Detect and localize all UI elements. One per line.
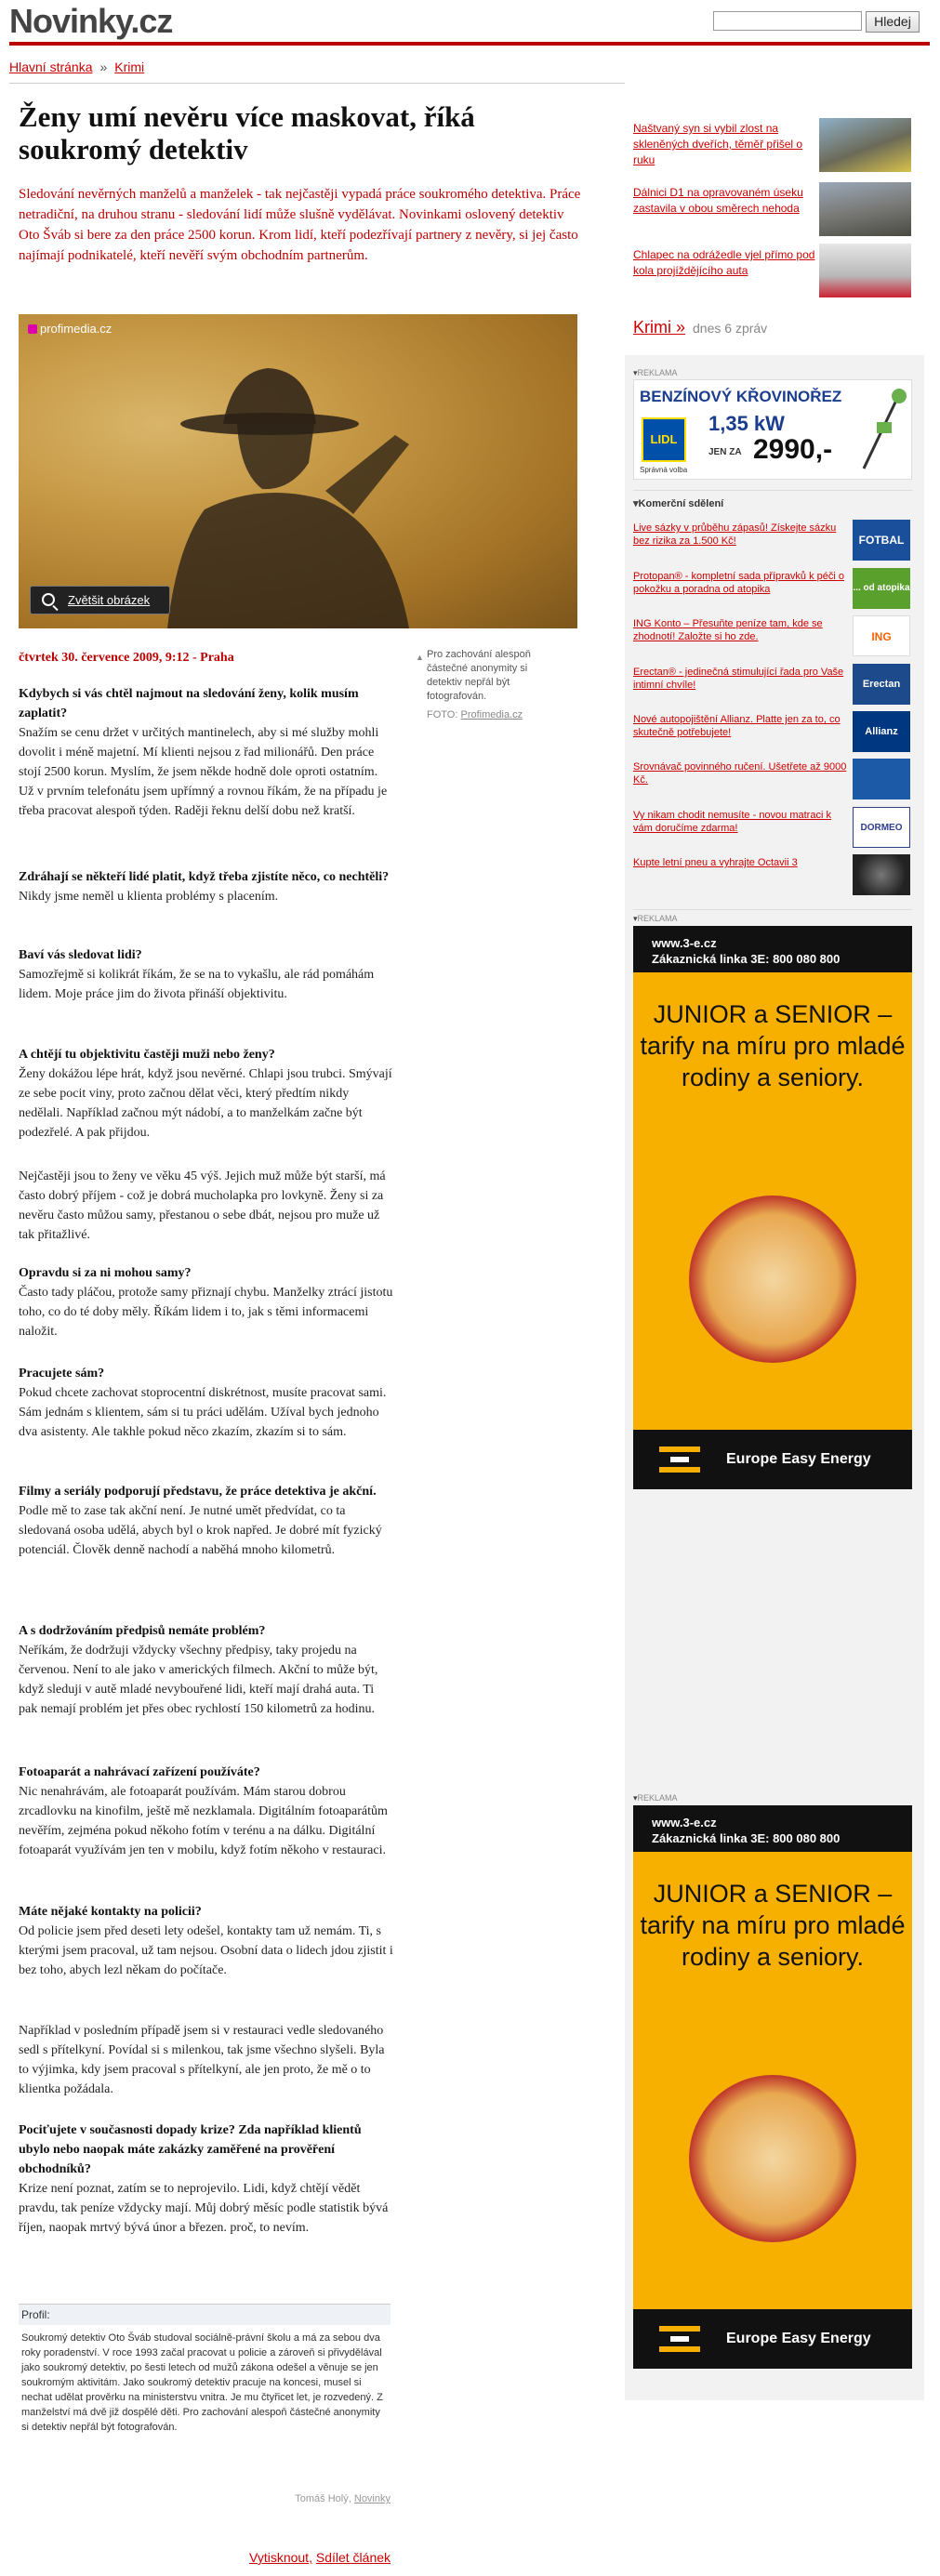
- sidebar-divider: [633, 490, 912, 491]
- caption-credit-link[interactable]: Profimedia.cz: [460, 709, 523, 720]
- trimmer-icon: [853, 385, 908, 473]
- banner-footer: Europe Easy Energy: [633, 1430, 912, 1489]
- krimi-section: [633, 318, 767, 337]
- news-thumbnail[interactable]: [819, 182, 911, 236]
- commercial-item[interactable]: Vy nikam chodit nemusíte - novou matraci k vám doručíme zdarma!: [633, 810, 831, 834]
- commercial-logo[interactable]: DORMEO: [853, 807, 910, 848]
- commercial-item[interactable]: Protopan® - kompletní sada přípravků k péči o pokožku a poradna od atopika: [633, 571, 844, 595]
- 3e-logo-icon: [659, 2326, 700, 2352]
- banner-header: www.3-e.cz Zákaznická linka 3E: 800 080 800: [633, 1805, 912, 1852]
- profile-text: Soukromý detektiv Oto Šváb studoval sociálně-právní školu a má za sebou dva roky poradenství. V roce 1993 začal pracovat u policie a zároveň si přivydělával jako soukromý detektiv, po šesti letech od mužů zákona odešel a věnuje se jen soukromým aktivitám. Jako soukromý detektiv pracuje na koncesi, musel si nechat udělat prověrku na ministerstvu vnitra. Je mu čtyřicet let, je rozvedený. Z manželství má dvě již dospělé děti. Pro zachování alespoň částečné anonymity si detektiv nepřál být fotografován.: [21, 2332, 383, 2433]
- 3e-logo-icon: [659, 1447, 700, 1473]
- krimi-link[interactable]: Krimi »: [633, 318, 686, 337]
- news-thumbnail[interactable]: [819, 118, 911, 172]
- lidl-slogan: Správná volba: [640, 466, 688, 474]
- qa-block-1: Kdybych si vás chtěl najmout na sledování ženy, kolik musím zaplatit? Snažím se cenu držet v určitých mantinelech, aby si mé služby mohli dovolit i méně majetní. Mí klienti nejsou z řad milionářů. Den práce stojí 2500 korun. Myslím, že jsem někde hodně dole oproti ostatním. Už v prvním telefonátu jsem upřímný a rovnou říkám, že na případu je třeba pracovat alespoň týden. Raději řeknu delší dobu než kratší.: [19, 687, 388, 818]
- tire-logo[interactable]: [853, 854, 910, 895]
- search-input[interactable]: [713, 11, 862, 31]
- article-photo[interactable]: [19, 314, 577, 628]
- search-button[interactable]: Hledej: [866, 11, 920, 33]
- commercial-item[interactable]: Nové autopojištění Allianz. Platte jen za to, co skutečně potřebujete!: [633, 714, 841, 738]
- site-logo[interactable]: Novinky.cz: [9, 2, 173, 40]
- lidl-ad[interactable]: [633, 379, 912, 480]
- commercial-item[interactable]: Erectan® - jedinečná stimulující řada pro Vaše intimní chvíle!: [633, 667, 844, 691]
- article-lead: Sledování nevěrných manželů a manželek - tak nejčastěji vypadá práce soukromého detektiva. Práce netradiční, na druhou stranu - sledování lidí může slušně vydělávat. Novinkami oslovený detektiv Oto Šváb si bere za den práce 2500 korun. Krom lidí, kteří podezřívají partnery z nevěry, si jej často najímají podnikatelé, kteří nevěří svým obchodním partnerům.: [19, 187, 581, 263]
- breadcrumb-divider: [9, 83, 625, 84]
- zoom-image-button[interactable]: Zvětšit obrázek: [30, 586, 170, 614]
- ad-title: BENZÍNOVÝ KŘOVINOŘEZ: [640, 388, 842, 405]
- profile-title: Profil:: [19, 2305, 391, 2325]
- breadcrumb-section[interactable]: Krimi: [114, 59, 145, 74]
- commercial-logo[interactable]: Erectan: [853, 664, 910, 705]
- banner-header: www.3-e.cz Zákaznická linka 3E: 800 080 800: [633, 926, 912, 972]
- article-date: čtvrtek 30. července 2009, 9:12 - Praha: [19, 651, 234, 665]
- family-photo: [689, 1196, 856, 1363]
- qa-block-8: Filmy a seriály podporují představu, že práce detektiva je akční. Podle mě to zase tak akční není. Je nutné umět předvídat, co ta sledovaná osoba udělá, abych byl o krok napřed. Je dobré mít fyzický potenciál. Člověk denně nachodí a naběhá mnoho kilometrů.: [19, 1485, 382, 1557]
- energy-banner[interactable]: [633, 926, 912, 1489]
- author-source-link[interactable]: Novinky: [353, 2493, 391, 2504]
- sidebar-news-item[interactable]: Chlapec na odrážedle vjel přímo pod kola projíždějícího auta: [633, 248, 815, 277]
- ad-label: ▾ REKLAMA: [633, 1793, 678, 1803]
- profimedia-icon: [28, 324, 37, 334]
- article-title: Ženy umí nevěru více maskovat, říká soukromý detektiv: [19, 100, 475, 165]
- qa-block-10: Fotoaparát a nahrávací zařízení používáte? Nic nenahrávám, ale fotoaparát používám. Mám starou dobrou zrcadlovku na kinofilm, ještě mě nezklamala. Digitálním fotoaparátům nevěřím, zejména pokud někoho fotím v terénu a na dálku. Digitální fotoaparát využívám jen ten v mobilu, když fotím někoho v restauraci.: [19, 1765, 388, 1857]
- qa-block-12: Například v posledním případě jsem si v restauraci vedle sledovaného sedl s přítelkyní. Povídal si s milenkou, tak jsme všechno slyšeli. Byla to výjimka, kdy jsem pracoval s přítelkyní, ale jen proto, že mě o to klientka požádala.: [19, 2024, 385, 2096]
- krimi-count: dnes 6 zpráv: [693, 321, 768, 336]
- sidebar-news-item[interactable]: Naštvaný syn si vybil zlost na skleněných dveřích, těměř přišel o ruku: [633, 122, 803, 166]
- commercial-item[interactable]: Live sázky v průběhu zápasů! Získejte sázku bez rizika za 1.500 Kč!: [633, 522, 837, 547]
- commercial-logo[interactable]: Allianz: [853, 711, 910, 752]
- lidl-logo: LIDL: [642, 417, 686, 462]
- commercial-item[interactable]: Kupte letní pneu a vyhrajte Octavii 3: [633, 857, 798, 868]
- detective-silhouette: [19, 314, 577, 628]
- header-divider: [9, 42, 930, 46]
- qa-block-6: Opravdu si za ni mohou samy? Často tady pláčou, protože samy přiznají chybu. Manželky ztrácí jistotu toho, co do té doby měly. Říkám lidem i to, jak s těmi informacemi naložit.: [19, 1266, 393, 1339]
- commercial-item[interactable]: Srovnávač povinného ručení. Ušetřete až 9000 Kč.: [633, 761, 847, 786]
- magnifier-icon: [42, 593, 55, 606]
- commercial-title: ▾ Komerční sdělení: [633, 497, 723, 509]
- breadcrumb-home[interactable]: Hlavní stránka: [9, 59, 93, 74]
- commercial-item[interactable]: ING Konto – Přesuňte peníze tam, kde se zhodnotí! Založte si ho zde.: [633, 618, 823, 642]
- news-thumbnail[interactable]: [819, 244, 911, 297]
- car-insurance-logo[interactable]: [853, 759, 910, 799]
- qa-block-5: Nejčastěji jsou to ženy ve věku 45 výš. Jejich muž může být starší, má často dobrý příjem - což je dobrá mucholapka pro lovkyně. Ženy si za nevěru často můžou samy, přestanou o sebe dbát, nejsou pro muže už tak přitažlivé.: [19, 1169, 386, 1242]
- banner-headline: JUNIOR a SENIOR – tarify na míru pro mladé rodiny a seniory.: [640, 1000, 906, 1091]
- ad-label: ▾ REKLAMA: [633, 368, 678, 378]
- qa-block-2: Zdráhají se někteří lidé platit, když třeba zjistíte něco, co nechtěli? Nikdy jsme neměl u klienta problémy s placením.: [19, 870, 390, 904]
- qa-block-11: Máte nějaké kontakty na policii? Od policie jsem před deseti lety odešel, kontakty tam už nemám. Ti, s kterými jsem pracoval, už tam nejsou. Osobní data o lidech jdou zjistit i bez toho, abych lezl někam do počítače.: [19, 1905, 393, 1977]
- breadcrumb: [9, 59, 144, 74]
- sidebar-news-item[interactable]: Dálnici D1 na opravovaném úseku zastavila v obou směrech nehoda: [633, 186, 803, 215]
- photo-caption: [416, 648, 555, 722]
- article-actions: [249, 2550, 391, 2565]
- qa-block-13: Pociťujete v současnosti dopady krize? Zda například klientů ubylo nebo naopak máte zakázky zaměřené na prověření obchodníků? Krize není poznat, zatím se to neprojevilo. Lidi, když chtějí vědět pravdu, tak peníze vždycky mají. Můj dobrý měsíc podle statistik bývá říjen, naopak mrtvý bývá únor a březen. proč, to nevím.: [19, 2123, 389, 2235]
- commercial-logo[interactable]: ING: [853, 615, 910, 656]
- ad-price-prefix: JEN ZA: [708, 447, 742, 457]
- photo-source-logo: profimedia.cz: [28, 322, 112, 336]
- ad-label: ▾ REKLAMA: [633, 914, 678, 924]
- profile-box: [19, 2304, 391, 2435]
- qa-block-4: A chtějí tu objektivitu častěji muži nebo ženy? Ženy dokážou lépe hrát, když jsou nevěrné. Chlapi jsou trubci. Smývají ze sebe pocit viny, proto začnou dělat věci, který předtím nikdy nedělali. Například začnou mýt nádobí, a to manželkám začne být podezřelé. A pak přijdou.: [19, 1048, 392, 1140]
- banner-headline: JUNIOR a SENIOR – tarify na míru pro mladé rodiny a seniory.: [640, 1880, 906, 1971]
- banner-footer: Europe Easy Energy: [633, 2309, 912, 2369]
- sidebar-divider: [633, 909, 912, 910]
- author-name: Tomáš Holý,: [295, 2493, 351, 2504]
- ad-power: 1,35 kW: [708, 412, 785, 435]
- energy-banner[interactable]: [633, 1805, 912, 2369]
- caption-text: Pro zachování alespoň částečné anonymity si detektiv nepřál být fotografován.: [427, 649, 531, 702]
- caption-credit: FOTO: Profimedia.cz: [427, 709, 523, 720]
- commercial-logo[interactable]: FOTBAL: [853, 520, 910, 561]
- ad-price: 2990,-: [753, 434, 833, 465]
- family-photo: [689, 2075, 856, 2242]
- breadcrumb-separator: »: [99, 59, 108, 74]
- share-link[interactable]: Sdílet článek: [315, 2550, 391, 2565]
- qa-block-3: Baví vás sledovat lidi? Samozřejmě si kolikrát říkám, že se na to vykašlu, ale rád pomáhám lidem. Moje práce jim do života přináší objektivitu.: [19, 948, 375, 1001]
- triangle-up-icon: ▲: [416, 653, 424, 662]
- print-link[interactable]: Vytisknout,: [249, 2550, 312, 2565]
- author-line: [232, 2493, 391, 2504]
- qa-block-9: A s dodržováním předpisů nemáte problém? Neříkám, že dodržuji vždycky všechny předpisy, taky projedu na červenou. Není to ale jako v amerických filmech. Akční to může být, když sleduji v autě mladé nevybouřené lidi, kteří mají drahá auta. Ti pak nemají problém jet přes obec rychlostí 150 kilometrů za hodinu.: [19, 1624, 378, 1716]
- qa-block-7: Pracujete sám? Pokud chcete zachovat stoprocentní diskrétnost, musíte pracovat sami. Sám jednám s klientem, sám si tu práci udělám. Užíval bych jednoho dva asistenty. Ale takhle pokud něco zkazím, zkazím si to sám.: [19, 1367, 387, 1439]
- commercial-logo[interactable]: ... od atopika: [853, 568, 910, 609]
